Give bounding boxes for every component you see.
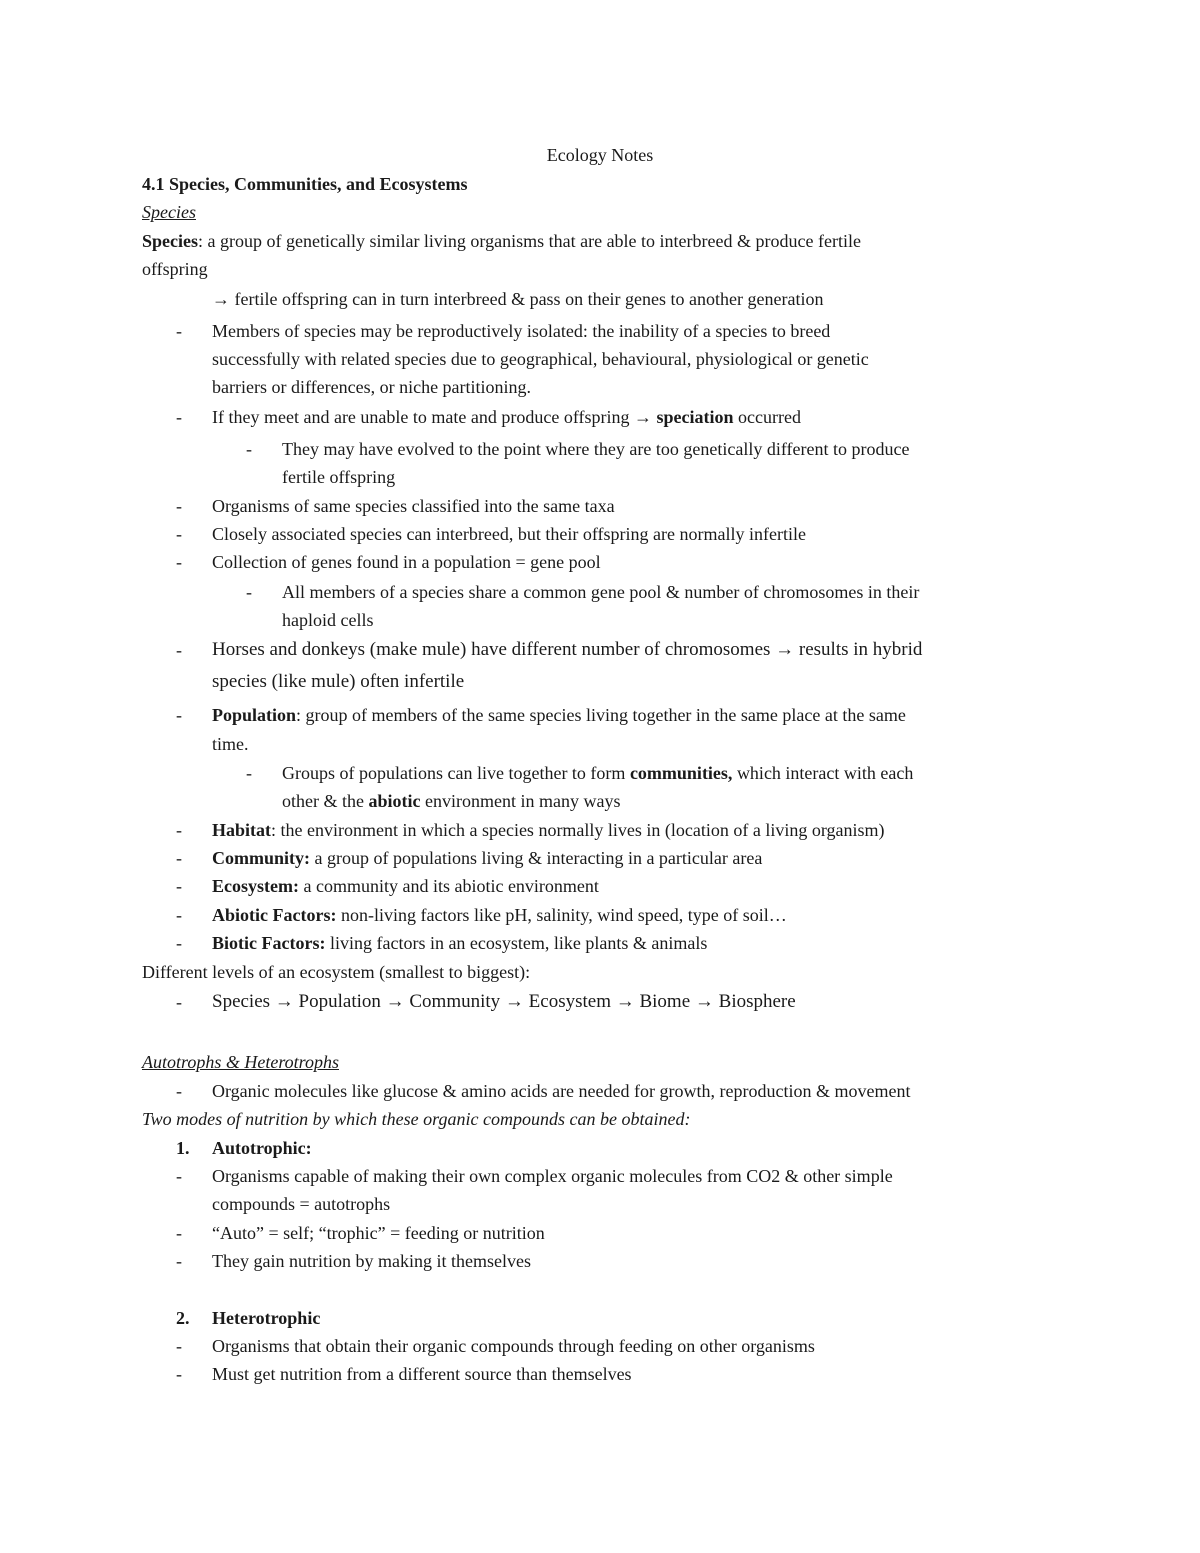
term-communities: communities,: [629, 763, 733, 783]
levels-sequence: Species → Population → Community → Ecosystem → Biome → Biosphere: [212, 991, 796, 1012]
bullet-text: Organisms that obtain their organic compounds through feeding on other organisms: [212, 1336, 815, 1356]
bullet-text-part: If they meet and are unable to mate and produce offspring →: [212, 407, 657, 427]
bullet-dash: -: [176, 933, 182, 953]
bullet-text-part: non-living factors like pH, salinity, wind speed, type of soil…: [336, 905, 787, 925]
sub-bullet-text: All members of a species share a common gene pool & number of chromosomes in their: [282, 582, 920, 602]
sub-bullet-text: [282, 761, 913, 785]
bullet-dash: -: [176, 848, 182, 868]
bullet-text: [212, 931, 707, 955]
sub-bullet-dash: -: [246, 763, 252, 783]
bullet-text: compounds = autotrophs: [212, 1194, 391, 1214]
bullet-text-part: : group of members of the same species living together in the same place at the same: [296, 705, 906, 725]
bullet-dash: -: [176, 640, 182, 660]
term-biotic-factors: Biotic Factors:: [212, 933, 326, 953]
bullet-text: Horses and donkeys (make mule) have different number of chromosomes → results in hybrid: [212, 639, 923, 660]
species-definition-cont: offspring: [142, 259, 208, 279]
bullet-text: [212, 903, 787, 927]
bullet-text-part: : the environment in which a species normally lives in (location of a living organism): [271, 820, 885, 840]
bullet-text: [212, 846, 762, 870]
bullet-dash: -: [176, 705, 182, 725]
bullet-text-part: a group of populations living & interacting in a particular area: [310, 848, 763, 868]
bullet-text-part: a community and its abiotic environment: [298, 876, 599, 896]
bullet-text-part: occurred: [733, 407, 801, 427]
term-abiotic-factors: Abiotic Factors:: [212, 905, 337, 925]
heterotrophic-title: Heterotrophic: [212, 1308, 321, 1328]
bullet-dash: -: [176, 524, 182, 544]
term-habitat: Habitat: [212, 820, 272, 840]
bullet-dash: -: [176, 1166, 182, 1186]
bullet-text: [212, 405, 801, 429]
section-heading: 4.1 Species, Communities, and Ecosystems: [142, 174, 468, 194]
term-community: Community:: [212, 848, 310, 868]
modes-intro: Two modes of nutrition by which these organic compounds can be obtained:: [142, 1109, 691, 1129]
sub-bullet-dash: -: [246, 439, 252, 459]
sub-bullet-text: [282, 789, 620, 813]
bullet-dash: -: [176, 905, 182, 925]
bullet-dash: -: [176, 1251, 182, 1271]
sub-bullet-dash: -: [246, 582, 252, 602]
term-ecosystem: Ecosystem:: [212, 876, 299, 896]
bullet-text: successfully with related species due to geographical, behavioural, physiological or genetic: [212, 349, 869, 369]
bullet-text: species (like mule) often infertile: [212, 671, 465, 692]
bullet-text: Organic molecules like glucose & amino acids are needed for growth, reproduction & movement: [212, 1081, 911, 1101]
list-number: 1.: [176, 1138, 190, 1158]
term-species: Species: [142, 231, 198, 251]
bullet-text: [212, 818, 885, 842]
term-population: Population: [212, 705, 297, 725]
bullet-text: barriers or differences, or niche partitioning.: [212, 377, 532, 397]
term-abiotic: abiotic: [368, 791, 421, 811]
bullet-dash: -: [176, 1336, 182, 1356]
autotrophic-title: Autotrophic:: [212, 1138, 312, 1158]
bullet-dash: -: [176, 876, 182, 896]
bullet-text: [212, 874, 599, 898]
subheading-species: Species: [142, 202, 196, 222]
species-definition: [142, 229, 861, 253]
subheading-trophs: Autotrophs & Heterotrophs: [142, 1052, 339, 1072]
bullet-dash: -: [176, 1223, 182, 1243]
bullet-text: Must get nutrition from a different source than themselves: [212, 1364, 632, 1384]
bullet-text: Closely associated species can interbreed, but their offspring are normally infertile: [212, 524, 806, 544]
bullet-text: Organisms capable of making their own complex organic molecules from CO2 & other simple: [212, 1166, 893, 1186]
list-number: 2.: [176, 1308, 190, 1328]
sub-bullet-text: haploid cells: [282, 610, 374, 630]
sub-bullet-text: They may have evolved to the point where they are too genetically different to produce: [282, 439, 910, 459]
bullet-dash: -: [176, 552, 182, 572]
document-title: Ecology Notes: [546, 145, 654, 165]
bullet-text: They gain nutrition by making it themselves: [212, 1251, 531, 1271]
bullet-dash: -: [176, 992, 182, 1012]
bullet-dash: -: [176, 496, 182, 516]
bullet-dash: -: [176, 1364, 182, 1384]
sub-bullet-text-part: other & the: [282, 791, 369, 811]
bullet-dash: -: [176, 820, 182, 840]
sub-bullet-text: fertile offspring: [282, 467, 396, 487]
levels-intro: Different levels of an ecosystem (smallest to biggest):: [142, 962, 531, 982]
bullet-text: [212, 703, 906, 727]
bullet-dash: -: [176, 321, 182, 341]
bullet-text-part: living factors in an ecosystem, like plants & animals: [325, 933, 708, 953]
sub-bullet-text-part: Groups of populations can live together to form: [282, 763, 630, 783]
sub-bullet-text-part: which interact with each: [732, 763, 914, 783]
term-speciation: speciation: [656, 407, 734, 427]
arrow-note: → fertile offspring can in turn interbreed & pass on their genes to another generation: [212, 289, 824, 309]
bullet-text: Organisms of same species classified into the same taxa: [212, 496, 615, 516]
species-definition-text: : a group of genetically similar living organisms that are able to interbreed & produce fertile: [198, 231, 861, 251]
bullet-text: time.: [212, 734, 249, 754]
bullet-dash: -: [176, 1081, 182, 1101]
bullet-text: Members of species may be reproductively isolated: the inability of a species to breed: [212, 321, 831, 341]
sub-bullet-text-part: environment in many ways: [420, 791, 621, 811]
bullet-text: Collection of genes found in a population = gene pool: [212, 552, 601, 572]
bullet-dash: -: [176, 407, 182, 427]
bullet-text: “Auto” = self; “trophic” = feeding or nutrition: [212, 1223, 545, 1243]
